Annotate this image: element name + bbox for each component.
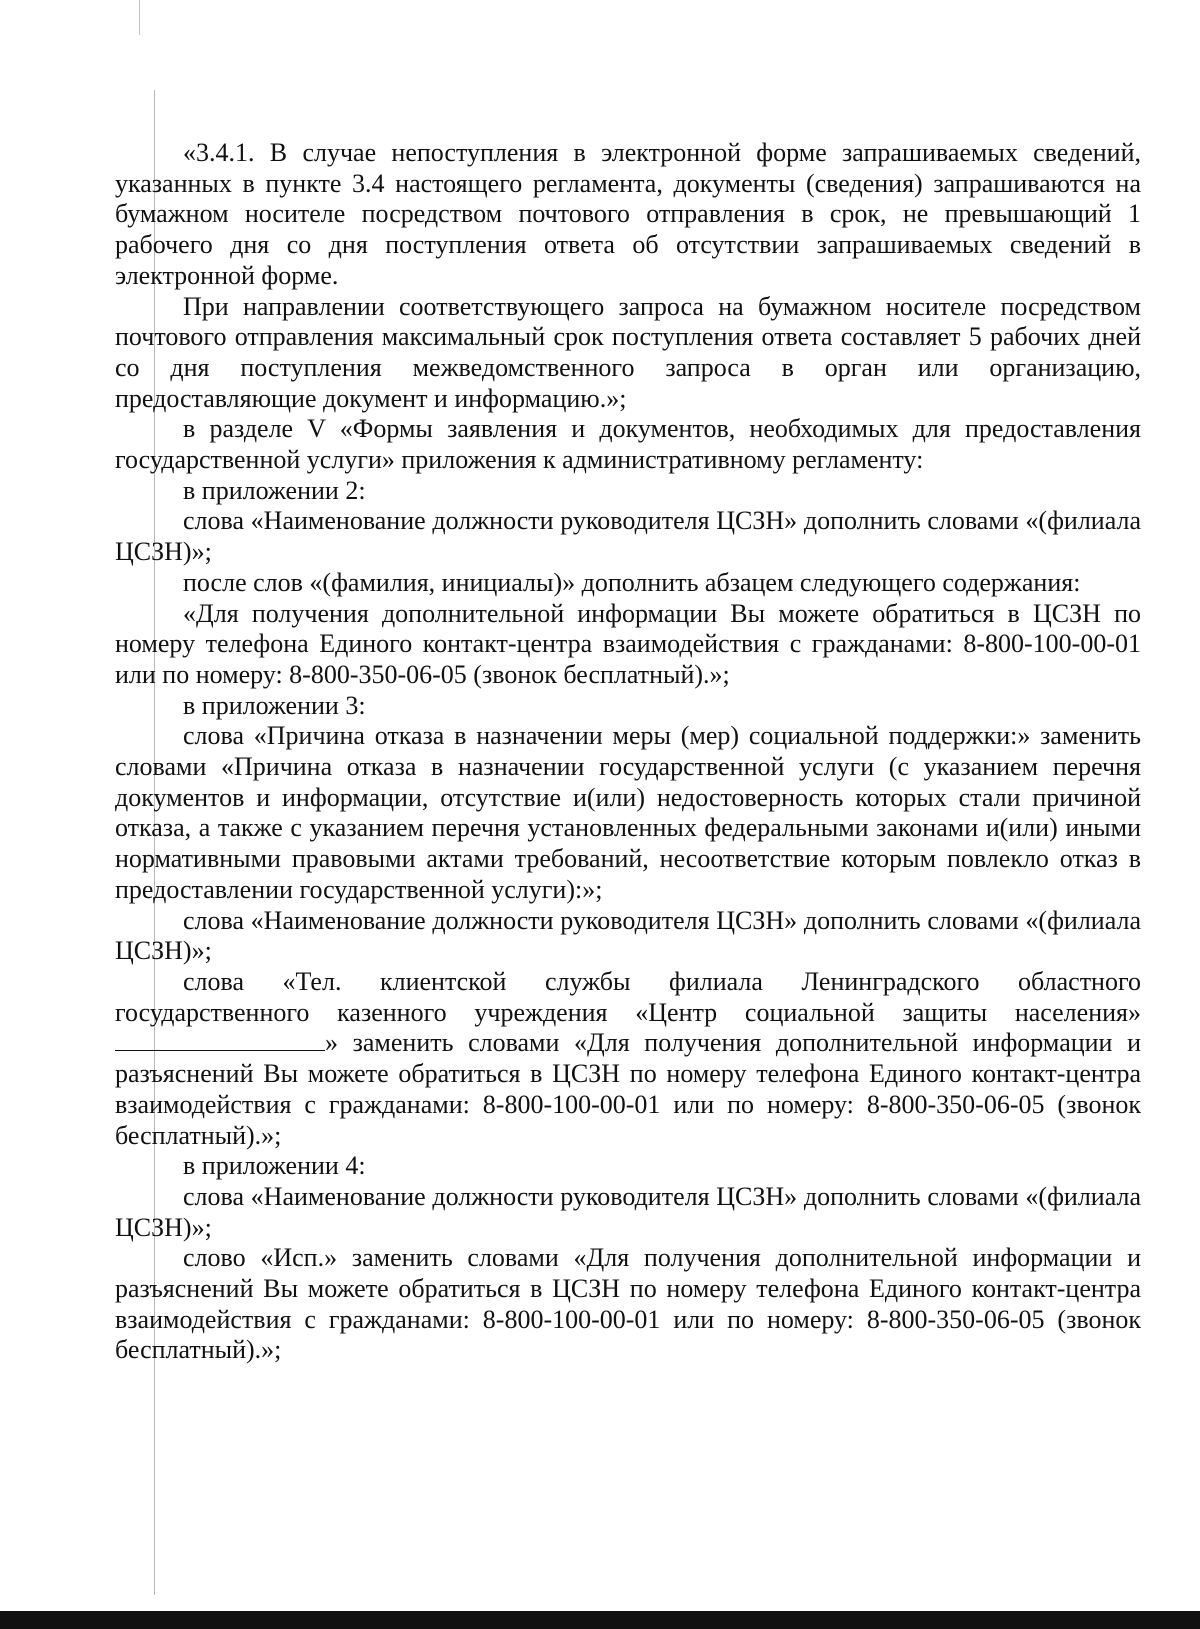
paragraph: «3.4.1. В случае непоступления в электронной форме запрашиваемых сведений, указанных в пункте 3.4 настоящего регламента, документы (сведения) запрашиваются на бумажном носителе посредством почтового отправления в срок, не превышающий 1 рабочего дня со дня поступления ответа об отсутствии запрашиваемых сведений в электронной форме.: [115, 138, 1141, 290]
paragraph: в приложении 4:: [183, 1151, 366, 1181]
paragraph: слово «Исп.» заменить словами «Для получения дополнительной информации и разъяснений Вы можете обратиться в ЦСЗН по номеру телефона Единого контакт-центра взаимодействия с гражданами: 8-800-100-00-01 или по номеру: 8-800-350-06-05 (звонок бесплатный).»;: [115, 1243, 1141, 1365]
paragraph: в разделе V «Формы заявления и документов, необходимых для предоставления государственной услуги» приложения к административному регламенту:: [115, 414, 1141, 475]
paragraph-text: слова «Тел. клиентской службы филиала Ленинградского областного государственного казенного учреждения «Центр социальной защиты населения»: [115, 966, 1141, 1027]
paragraph: При направлении соответствующего запроса на бумажном носителе посредством почтового отправления максимальный срок поступления ответа составляет 5 рабочих дней со дня поступления межведомственного запроса в орган или организацию, предоставляющие документ и информацию.»;: [115, 291, 1141, 413]
scan-artifact-line: [139, 0, 140, 35]
paragraph-text: » заменить словами «Для получения дополнительной информации и разъяснений Вы можете обратиться в ЦСЗН по номеру телефона Единого контакт-центра взаимодействия с гражданами: 8-800-100-00-01 или по номеру: 8-800-350-06-05 (звонок бесплатный).»;: [115, 1028, 1141, 1150]
document-body: [115, 138, 1141, 1366]
paragraph: в приложении 2:: [183, 475, 366, 505]
blank-underline: [115, 1049, 325, 1051]
paragraph: слова «Наименование должности руководителя ЦСЗН» дополнить словами «(филиала ЦСЗН)»;: [115, 905, 1141, 966]
scan-bottom-edge: [0, 1611, 1200, 1629]
paragraph: в приложении 3:: [183, 690, 366, 720]
paragraph: после слов «(фамилия, инициалы)» дополнить абзацем следующего содержания:: [183, 567, 1081, 597]
paragraph: слова «Причина отказа в назначении меры (мер) социальной поддержки:» заменить словами «Причина отказа в назначении государственной услуги (с указанием перечня документов и информации, отсутствие и(или) недостоверность которых стали причиной отказа, а также с указанием перечня установленных федеральными законами и(или) иными нормативными правовыми актами требований, несоответствие которым повлекло отказ в предоставлении государственной услуги):»;: [115, 721, 1141, 904]
paragraph: слова «Наименование должности руководителя ЦСЗН» дополнить словами «(филиала ЦСЗН)»;: [115, 506, 1141, 567]
paragraph-with-blank: [115, 967, 1141, 1151]
paragraph: «Для получения дополнительной информации Вы можете обратиться в ЦСЗН по номеру телефона Единого контакт-центра взаимодействия с гражданами: 8-800-100-00-01 или по номеру: 8-800-350-06-05 (звонок бесплатный).»;: [115, 598, 1141, 689]
paragraph: слова «Наименование должности руководителя ЦСЗН» дополнить словами «(филиала ЦСЗН)»;: [115, 1181, 1141, 1242]
